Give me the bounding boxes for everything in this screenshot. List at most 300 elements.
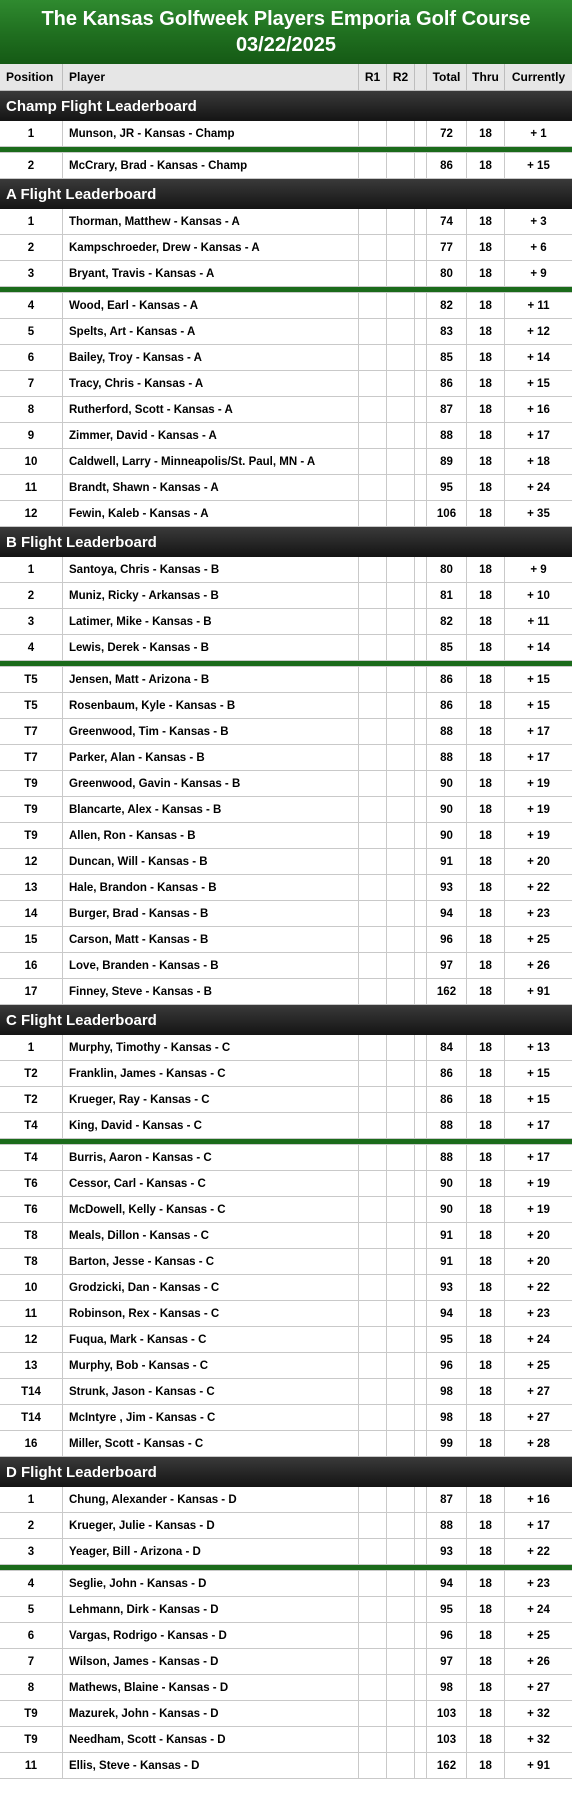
cell-r2 [387,1701,415,1726]
table-row [0,1379,572,1405]
cell-currently: + 15 [527,159,550,172]
cell-thru: 18 [467,1171,505,1196]
cell-r2 [387,121,415,146]
cell-r2 [387,1513,415,1538]
cell-r2 [387,501,415,526]
cell-position: 16 [0,1431,63,1456]
cell-thru: 18 [467,1539,505,1564]
cell-player: Muniz, Ricky - Arkansas - B [63,583,359,608]
cell-player: Love, Branden - Kansas - B [63,953,359,978]
cell-thru: 18 [467,475,505,500]
cell-total: 98 [427,1379,467,1404]
cell-position: T14 [0,1405,63,1430]
cell-spacer [415,1675,427,1700]
col-thru: Thru [467,64,505,90]
cell-r1 [359,1701,387,1726]
cell-position: 10 [0,1275,63,1300]
flight-header: B Flight Leaderboard [0,527,572,557]
cell-thru: 18 [467,1405,505,1430]
cell-spacer [415,1571,427,1596]
cell-total: 106 [427,501,467,526]
cell-thru: 18 [467,719,505,744]
cell-r2 [387,1753,415,1778]
cell-position: 13 [0,875,63,900]
cell-r2 [387,745,415,770]
cell-r1 [359,719,387,744]
table-row [0,1197,572,1223]
cell-thru: 18 [467,293,505,318]
cell-total: 91 [427,849,467,874]
cell-position: 1 [0,1035,63,1060]
cell-thru: 18 [467,849,505,874]
cell-thru: 18 [467,1275,505,1300]
cell-currently: + 25 [527,1359,550,1372]
cell-r1 [359,1035,387,1060]
cell-r1 [359,1487,387,1512]
cell-spacer [415,901,427,926]
cell-spacer [415,693,427,718]
cell-r1 [359,1571,387,1596]
cell-r1 [359,1675,387,1700]
cell-player: Mazurek, John - Kansas - D [63,1701,359,1726]
cell-r2 [387,423,415,448]
cell-player: Barton, Jesse - Kansas - C [63,1249,359,1274]
cell-spacer [415,1487,427,1512]
table-row [0,293,572,319]
cell-position: 17 [0,979,63,1004]
table-row [0,1487,572,1513]
cell-position: T9 [0,1727,63,1752]
cell-thru: 18 [467,1353,505,1378]
cell-r1 [359,319,387,344]
cell-spacer [415,1753,427,1778]
cell-player: Needham, Scott - Kansas - D [63,1727,359,1752]
cell-spacer [415,609,427,634]
cell-player: McIntyre , Jim - Kansas - C [63,1405,359,1430]
cell-thru: 18 [467,1675,505,1700]
title-event: The Kansas Golfweek Players Emporia Golf Course [41,8,531,30]
cell-spacer [415,557,427,582]
cell-total: 88 [427,745,467,770]
cell-position: 11 [0,1753,63,1778]
cell-r2 [387,261,415,286]
cell-player: Fewin, Kaleb - Kansas - A [63,501,359,526]
cell-total: 96 [427,927,467,952]
cell-position: 2 [0,1513,63,1538]
cell-spacer [415,953,427,978]
cell-thru: 18 [467,667,505,692]
cell-total: 96 [427,1623,467,1648]
cell-spacer [415,1701,427,1726]
cell-r1 [359,1061,387,1086]
cell-currently: + 12 [527,325,550,338]
cell-thru: 18 [467,345,505,370]
cell-currently: + 15 [527,699,550,712]
cell-thru: 18 [467,1701,505,1726]
cell-total: 88 [427,719,467,744]
cell-thru: 18 [467,371,505,396]
cell-currently: + 23 [527,907,550,920]
cell-r1 [359,693,387,718]
cell-position: T8 [0,1223,63,1248]
table-row [0,1353,572,1379]
cell-r2 [387,1171,415,1196]
cell-r1 [359,1539,387,1564]
cell-currently: + 20 [527,1255,550,1268]
cell-player: Munson, JR - Kansas - Champ [63,121,359,146]
cell-thru: 18 [467,423,505,448]
cell-total: 88 [427,1113,467,1138]
cell-position: T8 [0,1249,63,1274]
cell-position: 5 [0,319,63,344]
cell-position: 1 [0,121,63,146]
cell-total: 87 [427,1487,467,1512]
cell-thru: 18 [467,261,505,286]
cell-r1 [359,1087,387,1112]
cell-player: Thorman, Matthew - Kansas - A [63,209,359,234]
cell-thru: 18 [467,1649,505,1674]
cell-position: 3 [0,1539,63,1564]
cell-currently: + 23 [527,1577,550,1590]
table-row [0,953,572,979]
cell-r1 [359,1275,387,1300]
cell-player: King, David - Kansas - C [63,1113,359,1138]
cell-r1 [359,771,387,796]
cell-thru: 18 [467,1035,505,1060]
cell-r2 [387,609,415,634]
cell-thru: 18 [467,1727,505,1752]
cell-spacer [415,371,427,396]
cell-player: Seglie, John - Kansas - D [63,1571,359,1596]
cell-currently: + 16 [527,1493,550,1506]
cell-total: 96 [427,1353,467,1378]
cell-player: Brandt, Shawn - Kansas - A [63,475,359,500]
cell-currently: + 18 [527,455,550,468]
cell-thru: 18 [467,901,505,926]
cell-r1 [359,635,387,660]
cell-player: Allen, Ron - Kansas - B [63,823,359,848]
cell-thru: 18 [467,557,505,582]
cell-currently: + 14 [527,351,550,364]
cell-currently: + 26 [527,959,550,972]
table-row [0,745,572,771]
cell-thru: 18 [467,209,505,234]
cell-thru: 18 [467,771,505,796]
cell-player: Cessor, Carl - Kansas - C [63,1171,359,1196]
col-r1: R1 [359,64,387,90]
cell-spacer [415,1223,427,1248]
cell-position: T9 [0,771,63,796]
cell-r2 [387,1539,415,1564]
cell-player: Lewis, Derek - Kansas - B [63,635,359,660]
cell-r2 [387,557,415,582]
cell-player: Finney, Steve - Kansas - B [63,979,359,1004]
cell-total: 88 [427,1145,467,1170]
table-row [0,121,572,147]
table-row [0,1539,572,1565]
cell-position: T9 [0,1701,63,1726]
table-row [0,1513,572,1539]
cell-r1 [359,927,387,952]
cell-total: 72 [427,121,467,146]
cell-currently: + 20 [527,1229,550,1242]
cell-r2 [387,449,415,474]
cell-position: T14 [0,1379,63,1404]
cell-thru: 18 [467,1379,505,1404]
cell-total: 93 [427,1275,467,1300]
cell-player: Krueger, Julie - Kansas - D [63,1513,359,1538]
cell-player: Meals, Dillon - Kansas - C [63,1223,359,1248]
cell-spacer [415,1623,427,1648]
col-r2: R2 [387,64,415,90]
cell-total: 93 [427,1539,467,1564]
cell-currently: + 6 [530,241,547,254]
cell-position: T2 [0,1087,63,1112]
table-row [0,1431,572,1457]
cell-r1 [359,1301,387,1326]
cell-currently: + 10 [527,589,550,602]
cell-player: Murphy, Timothy - Kansas - C [63,1035,359,1060]
cell-thru: 18 [467,823,505,848]
cell-total: 86 [427,1061,467,1086]
cell-player: Yeager, Bill - Arizona - D [63,1539,359,1564]
cell-r2 [387,209,415,234]
cell-player: McDowell, Kelly - Kansas - C [63,1197,359,1222]
cell-spacer [415,449,427,474]
table-row [0,261,572,287]
cell-r1 [359,501,387,526]
cell-player: Murphy, Bob - Kansas - C [63,1353,359,1378]
cell-r1 [359,449,387,474]
cell-r1 [359,667,387,692]
cell-r1 [359,609,387,634]
cell-spacer [415,1113,427,1138]
cell-spacer [415,1061,427,1086]
cell-r1 [359,1405,387,1430]
cell-thru: 18 [467,1249,505,1274]
cell-r2 [387,235,415,260]
cell-r2 [387,1275,415,1300]
cell-currently: + 1 [530,127,547,140]
cell-total: 90 [427,1171,467,1196]
cell-player: Spelts, Art - Kansas - A [63,319,359,344]
cell-r1 [359,1353,387,1378]
cell-r2 [387,1145,415,1170]
cell-r2 [387,1675,415,1700]
cell-position: 1 [0,209,63,234]
cell-thru: 18 [467,1623,505,1648]
cell-r1 [359,153,387,178]
cell-player: McCrary, Brad - Kansas - Champ [63,153,359,178]
cell-r2 [387,1249,415,1274]
cell-r1 [359,797,387,822]
cell-r1 [359,875,387,900]
cell-currently: + 25 [527,933,550,946]
cell-currently: + 15 [527,377,550,390]
cell-total: 74 [427,209,467,234]
table-row [0,1145,572,1171]
cell-currently: + 3 [530,215,547,228]
cell-currently: + 15 [527,1093,550,1106]
cell-r2 [387,1405,415,1430]
cell-currently: + 26 [527,1655,550,1668]
cell-spacer [415,319,427,344]
cell-r1 [359,121,387,146]
cell-spacer [415,1597,427,1622]
cell-r2 [387,1727,415,1752]
cell-total: 99 [427,1431,467,1456]
cell-total: 87 [427,397,467,422]
cell-spacer [415,1197,427,1222]
cell-currently: + 22 [527,1545,550,1558]
cell-player: Krueger, Ray - Kansas - C [63,1087,359,1112]
table-row [0,1249,572,1275]
cell-r2 [387,1379,415,1404]
cell-position: 11 [0,475,63,500]
cell-player: Miller, Scott - Kansas - C [63,1431,359,1456]
cell-total: 80 [427,557,467,582]
cell-total: 88 [427,1513,467,1538]
cell-spacer [415,209,427,234]
cell-total: 97 [427,953,467,978]
cell-currently: + 20 [527,855,550,868]
cell-r2 [387,1353,415,1378]
table-row [0,1171,572,1197]
cell-player: Carson, Matt - Kansas - B [63,927,359,952]
title-date: 03/22/2025 [235,34,337,56]
cell-currently: + 13 [527,1041,550,1054]
cell-r2 [387,823,415,848]
cell-spacer [415,823,427,848]
cell-r2 [387,667,415,692]
cell-spacer [415,1539,427,1564]
cell-r1 [359,1145,387,1170]
cell-player: Santoya, Chris - Kansas - B [63,557,359,582]
cell-spacer [415,153,427,178]
cell-thru: 18 [467,1197,505,1222]
cell-total: 85 [427,345,467,370]
cell-total: 82 [427,293,467,318]
cell-player: Franklin, James - Kansas - C [63,1061,359,1086]
table-row [0,1623,572,1649]
col-player: Player [63,64,359,90]
cell-player: Bryant, Travis - Kansas - A [63,261,359,286]
cell-r1 [359,1649,387,1674]
cell-total: 83 [427,319,467,344]
cell-currently: + 91 [527,985,550,998]
cell-position: 4 [0,1571,63,1596]
table-row [0,849,572,875]
cell-currently: + 22 [527,1281,550,1294]
table-row [0,667,572,693]
cell-r1 [359,901,387,926]
cell-spacer [415,293,427,318]
cell-player: Rutherford, Scott - Kansas - A [63,397,359,422]
cell-currently: + 17 [527,725,550,738]
cell-currently: + 15 [527,673,550,686]
cell-r2 [387,771,415,796]
table-row [0,1571,572,1597]
cell-thru: 18 [467,501,505,526]
flights-container [0,91,572,1779]
cell-thru: 18 [467,1487,505,1512]
table-row [0,901,572,927]
cell-total: 90 [427,1197,467,1222]
cell-thru: 18 [467,745,505,770]
cell-position: 7 [0,371,63,396]
cell-r1 [359,1597,387,1622]
col-position: Position [0,64,63,90]
cell-r1 [359,1431,387,1456]
cell-r2 [387,1061,415,1086]
cell-spacer [415,501,427,526]
cell-total: 94 [427,1301,467,1326]
cell-spacer [415,771,427,796]
table-row [0,875,572,901]
cell-position: T4 [0,1113,63,1138]
cell-total: 82 [427,609,467,634]
cell-r1 [359,557,387,582]
cell-total: 86 [427,667,467,692]
cell-r1 [359,371,387,396]
table-row [0,397,572,423]
cell-spacer [415,1513,427,1538]
cell-r1 [359,1197,387,1222]
cell-thru: 18 [467,1301,505,1326]
cell-r1 [359,293,387,318]
cell-r2 [387,1113,415,1138]
cell-currently: + 32 [527,1733,550,1746]
cell-thru: 18 [467,1087,505,1112]
cell-total: 93 [427,875,467,900]
cell-thru: 18 [467,797,505,822]
table-row [0,823,572,849]
cell-thru: 18 [467,121,505,146]
cell-player: Caldwell, Larry - Minneapolis/St. Paul, MN - A [63,449,359,474]
cell-currently: + 22 [527,881,550,894]
cell-thru: 18 [467,953,505,978]
cell-player: Greenwood, Gavin - Kansas - B [63,771,359,796]
cell-thru: 18 [467,875,505,900]
cell-thru: 18 [467,397,505,422]
cell-r1 [359,745,387,770]
cell-thru: 18 [467,319,505,344]
table-row [0,1405,572,1431]
cell-r1 [359,979,387,1004]
cell-spacer [415,1249,427,1274]
cell-thru: 18 [467,235,505,260]
cell-currently: + 19 [527,829,550,842]
cell-total: 90 [427,823,467,848]
cell-spacer [415,719,427,744]
cell-position: 2 [0,235,63,260]
cell-r1 [359,1113,387,1138]
cell-r1 [359,1753,387,1778]
cell-position: T6 [0,1171,63,1196]
table-row [0,501,572,527]
col-currently: Currently [511,70,566,84]
cell-position: T7 [0,745,63,770]
table-row [0,1087,572,1113]
table-row [0,1113,572,1139]
cell-position: 1 [0,557,63,582]
cell-player: Tracy, Chris - Kansas - A [63,371,359,396]
cell-r2 [387,345,415,370]
cell-position: 6 [0,1623,63,1648]
cell-spacer [415,121,427,146]
cell-thru: 18 [467,1223,505,1248]
cell-spacer [415,745,427,770]
